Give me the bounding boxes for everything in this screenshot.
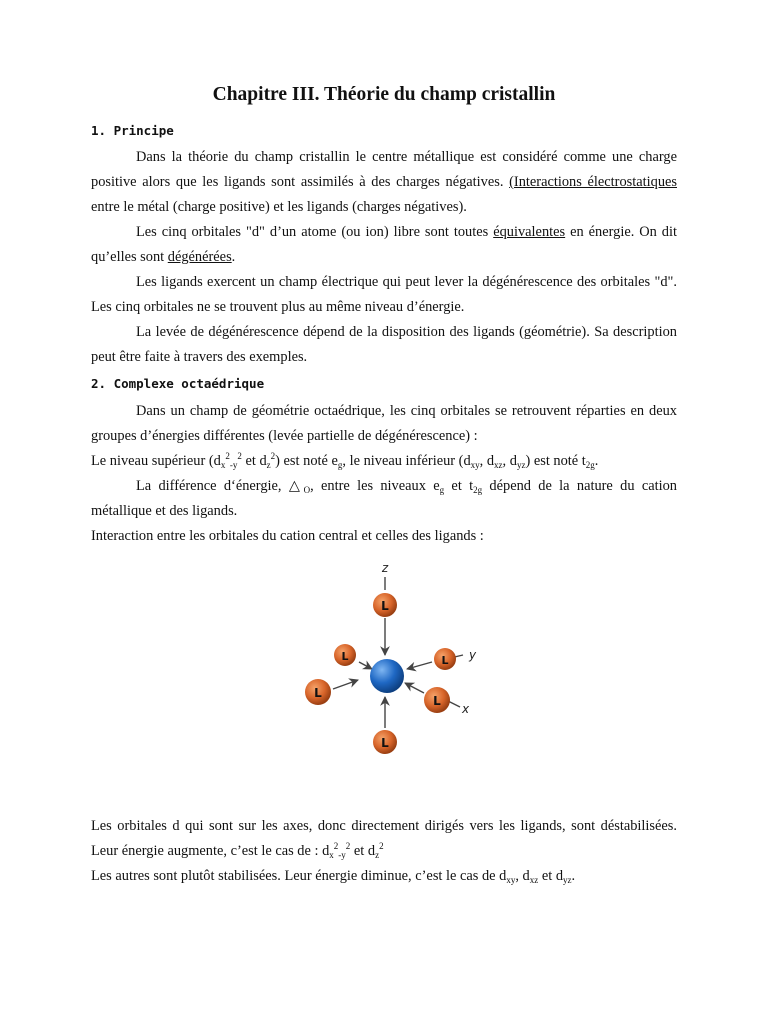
paragraph-7: La différence d‘énergie, $\triangle_O$, entre les niveaux $e_g$ et $t_{2g}$ dépend de la nature du cation métallique et des ligands. <box>91 478 677 519</box>
paragraph-3: Les ligands exercent un champ électrique qui peut lever la dégénérescence des orbitales "d". Les cinq orbitales ne se trouvent plus au même niveau d’énergie. <box>91 274 677 315</box>
svg-text:L: L <box>433 694 441 708</box>
arrow-back-left <box>359 662 372 669</box>
ligand-back-left <box>334 644 356 666</box>
ligand-front-left <box>305 679 331 705</box>
section-heading-octaedrique: 2. Complexe octaédrique <box>91 376 265 391</box>
paragraph-5: Dans un champ de géométrie octaédrique, les cinq orbitales se retrouvent réparties en deux groupes d’énergies différentes (levée partielle de dégénérescence) : <box>91 403 677 444</box>
chapter-title: Chapitre III. Théorie du champ cristallin <box>212 84 556 105</box>
octahedral-field-diagram <box>285 552 485 772</box>
arrow-back-right <box>407 662 432 669</box>
axis-y-label: y <box>469 648 477 662</box>
axis-z-label: z <box>381 561 389 575</box>
svg-text:L: L <box>441 654 449 667</box>
paragraph-2: Les cinq orbitales "d" d’un atome (ou ion) libre sont toutes équivalentes en énergie. On dit qu’elles sont dégénérées. <box>91 224 678 265</box>
paragraph-9: Les orbitales d qui sont sur les axes, donc directement dirigés vers les ligands, sont déstabilisées. Leur énergie augmente, c’est le cas de : $d_x^2_{-y}^2$ et $d_z^2$ <box>91 818 677 860</box>
paragraph-10: Les autres sont plutôt stabilisées. Leur énergie diminue, c’est le cas de $d_{xy}$, $d_{xz}$ et $d_{yz}$. <box>91 868 576 885</box>
paragraph-6: Le niveau supérieur ($d_x^2_{-y}^2$ et $d_z^2$) est noté $e_g$, le niveau inférieur ($d_{xy}$, $d_{xz}$, $d_{yz}$) est noté $t_{2g}$. <box>91 451 599 470</box>
ligand-top <box>373 593 397 617</box>
ligand-back-right <box>434 648 456 670</box>
svg-text:L: L <box>381 736 389 750</box>
metal-cation-sphere <box>370 659 404 693</box>
paragraph-4: La levée de dégénérescence dépend de la disposition des ligands (géométrie). Sa description peut être faite à travers des exemples. <box>91 324 677 365</box>
ligand-bottom <box>373 730 397 754</box>
paragraph-8: Interaction entre les orbitales du cation central et celles des ligands : <box>91 528 484 544</box>
axis-x-label: x <box>462 702 470 716</box>
svg-text:L: L <box>341 650 349 663</box>
svg-text:L: L <box>314 686 322 700</box>
svg-text:L: L <box>381 599 389 613</box>
ligand-front-right <box>424 687 450 713</box>
arrow-front-right <box>405 683 424 693</box>
paragraph-1: Dans la théorie du champ cristallin le centre métallique est considéré comme une charge positive alors que les ligands sont assimilés à des charges négatives. (Interactions électrostatiques entre le métal (charge positive) et les ligands (charges négatives). <box>91 149 677 215</box>
section-heading-principe: 1. Principe <box>91 123 174 138</box>
arrow-front-left <box>333 680 358 689</box>
